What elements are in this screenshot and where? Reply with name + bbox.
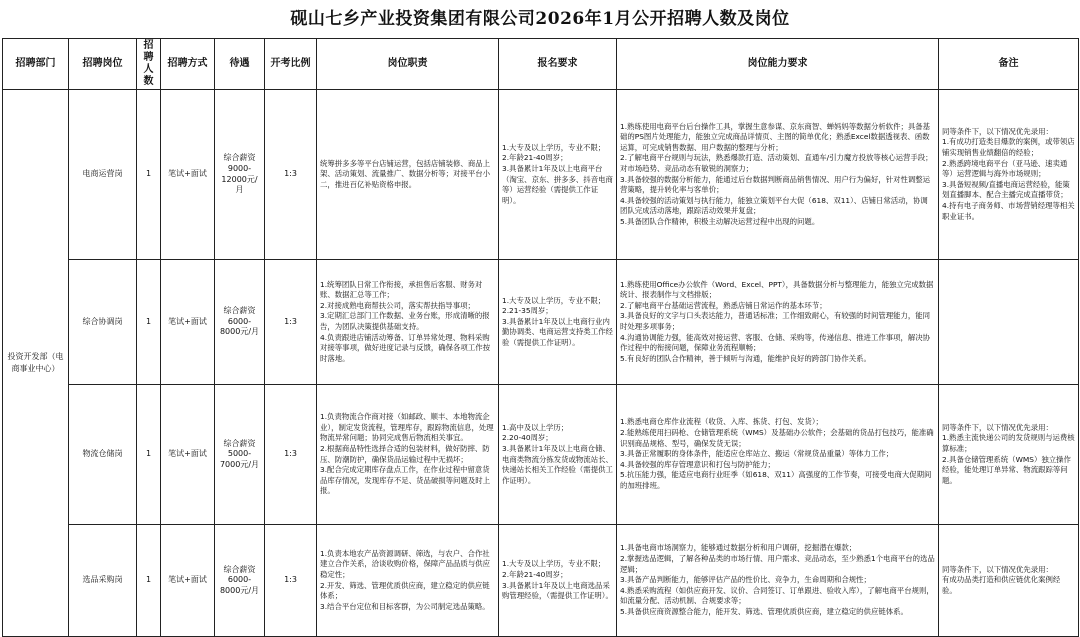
ability-line: 4.具备较强的库存管理意识和打包与防护能力； <box>620 459 775 469</box>
remark-line: 同等条件下，以下情况优先录用： <box>942 564 1053 574</box>
table-row <box>3 260 1079 385</box>
duty-line: 4.负责跟进店铺活动筹备、订单异常处理、物料采购对接等事项，做好进度记录与反馈，确保各项工作按时落地。 <box>320 332 490 363</box>
ability-line: 1.熟练使用Office办公软件（Word、Excel、PPT），具备数据分析与整理能力，能独立完成数据统计、报表制作与文档排版； <box>620 279 934 300</box>
table-row <box>3 385 1079 525</box>
remark-line: 2.熟悉跨境电商平台（亚马逊、速卖通等）运营逻辑与海外市场规则； <box>942 158 1068 179</box>
duty-line: 2.开发、筛选、管理优质供应商，建立稳定的供应链体系； <box>320 580 490 601</box>
abilities-cell <box>617 525 939 637</box>
header-department: 招聘部门 <box>3 39 69 90</box>
remark-line: 4.持有电子商务师、市场营销经理等相关职业证书。 <box>942 200 1075 221</box>
abilities-cell <box>617 385 939 525</box>
requirements-cell <box>499 525 617 637</box>
remark-line: 3.具备短视频/直播电商运营经验，能策划直播脚本、配合主播完成直播带货； <box>942 179 1070 200</box>
post-cell: 综合协调岗 <box>69 260 137 385</box>
method-cell: 笔试+面试 <box>161 260 215 385</box>
requirement-line: 3.具备累计1年及以上电商平台（淘宝、京东、拼多多、抖音电商等）运营经验（需提供工作证明）。 <box>502 163 613 205</box>
pay-cell: 综合薪资6000-8000元/月 <box>215 260 265 385</box>
duty-line: 3.配合完成定期库存盘点工作，在作业过程中留意货品库存情况，发现库存不足、货品破损等问题及时上报。 <box>320 465 490 496</box>
remark-line: 有成功品类打造和供应链优化案例经验。 <box>942 575 1061 595</box>
duty-line: 2.根据商品特性选择合适的包装材料，做好防摔、防压、防潮防护，确保货品运输过程中无损坏； <box>320 443 490 464</box>
ability-line: 1.具备电商市场洞察力，能够通过数据分析和用户调研，挖掘潜在爆款； <box>620 543 857 553</box>
duty-line: 1.负责本地农产品资源调研、筛选，与农户、合作社建立合作关系，洽谈收购价格，保障产品品质与供应稳定性； <box>320 548 490 579</box>
header-ratio: 开考比例 <box>265 39 317 90</box>
ratio-cell: 1:3 <box>265 385 317 525</box>
pay-cell: 综合薪资9000-12000元/月 <box>215 90 265 260</box>
remarks-cell <box>939 260 1079 385</box>
method-cell: 笔试+面试 <box>161 90 215 260</box>
ability-line: 1.熟悉电商仓库作业流程（收货、入库、拣货、打包、发货）； <box>620 417 823 427</box>
duty-line: 1.负责物流合作商对接（如邮政、顺丰、本地物流企业），制定发货流程，管理库存，跟踪物流信息，处理物流异常问题；协同完成售后物流相关事宜。 <box>320 412 494 443</box>
ability-line: 1.熟练使用电商平台后台操作工具，掌握生意参谋、京东商智、蝉妈妈等数据分析软件；具备基础的PS图片处理能力，能独立完成商品详情页、主图的简单优化；熟悉Excel数据透视表、函数运算，可完成销售数据、用户数据的整理与分析； <box>620 121 931 152</box>
duties-cell <box>317 525 499 637</box>
method-cell: 笔试+面试 <box>161 385 215 525</box>
ability-line: 4.熟悉采购流程（如供应商开发、议价、合同签订、订单跟进、验收入库），了解电商平台规则，如流量分配、活动机制、合规要求等； <box>620 585 934 606</box>
requirement-line: 1.高中及以上学历； <box>502 422 569 432</box>
ability-line: 4.具备较强的活动策划与执行能力，能独立策划平台大促（618、双11）、店铺日常活动，协调团队完成活动落地，跟踪活动效果并复盘； <box>620 195 928 216</box>
requirement-line: 3.具备累计1年及以上电商行业内勤协调类、电商运营支持类工作经验（需提供工作证明）。 <box>502 316 613 347</box>
duty-line: 3.定期汇总部门工作数据、业务台账，形成清晰的报告，为团队决策提供基础支持。 <box>320 311 490 331</box>
remarks-cell <box>939 385 1079 525</box>
count-cell: 1 <box>137 525 161 637</box>
header-remarks: 备注 <box>939 39 1079 90</box>
remark-line: 1.熟悉主流快递公司的发货规则与运费核算标准； <box>942 433 1075 453</box>
table-row <box>3 90 1079 260</box>
ratio-cell: 1:3 <box>265 90 317 260</box>
ability-line: 3.具备正常履职的身体条件，能适应仓库站立、搬运（常规货品重量）等体力工作； <box>620 449 894 459</box>
requirement-line: 3.具备累计1年及以上电商仓储、电商类物流分拣发货或物流站长、快递站长相关工作经验（需提供工作证明）。 <box>502 443 613 485</box>
requirements-cell <box>499 385 617 525</box>
requirement-line: 1.大专及以上学历，专业不限； <box>502 142 606 152</box>
header-post: 招聘岗位 <box>69 39 137 90</box>
duty-line: 3.结合平台定位和目标客群，为公司制定选品策略。 <box>320 601 490 611</box>
header-requirements: 报名要求 <box>499 39 617 90</box>
requirement-line: 2.年龄21-40周岁； <box>502 569 568 579</box>
department-cell: 投资开发部（电商事业中心） <box>3 90 69 637</box>
requirements-cell <box>499 90 617 260</box>
duties-cell <box>317 90 499 260</box>
abilities-cell <box>617 260 939 385</box>
method-cell: 笔试+面试 <box>161 525 215 637</box>
ability-line: 2.掌握选品逻辑，了解各种品类的市场行情、用户需求、竞品动态，至少熟悉1个电商平台的选品逻辑； <box>620 554 935 574</box>
ability-line: 5.具备供应商资源整合能力，能开发、筛选、管理优质供应商，建立稳定的供应链体系。 <box>620 606 908 616</box>
recruitment-table <box>2 38 1079 637</box>
ability-line: 5.抗压能力强，能适应电商行业旺季（如618、双11）高强度的工作节奏，可接受电商大促期间的加班排班。 <box>620 470 932 490</box>
pay-cell: 综合薪资5000-7000元/月 <box>215 385 265 525</box>
count-cell: 1 <box>137 260 161 385</box>
remarks-cell <box>939 525 1079 637</box>
ability-line: 5.有良好的团队合作精神，善于倾听与沟通，能维护良好的跨部门协作关系。 <box>620 353 871 363</box>
header-abilities: 岗位能力要求 <box>617 39 939 90</box>
table-row <box>3 525 1079 637</box>
ability-line: 3.具备较强的数据分析能力，能通过后台数据判断商品销售情况、用户行为偏好，针对性调整运营策略，提升转化率与客单价； <box>620 174 931 195</box>
ability-line: 3.具备良好的文字与口头表达能力，普通话标准；工作细致耐心，有较强的时间管理能力，能同时处理多项事务； <box>620 311 931 331</box>
page-title: 砚山七乡产业投资集团有限公司2026年1月公开招聘人数及岗位 <box>290 9 790 29</box>
duty-line: 1.统筹团队日常工作衔接，承担售后客服、财务对账、数据汇总等工作； <box>320 279 483 300</box>
duties-cell <box>317 260 499 385</box>
post-cell: 电商运营岗 <box>69 90 137 260</box>
remark-line: 同等条件下，以下情况优先录用： <box>942 126 1053 136</box>
requirement-line: 1.大专及以上学历，专业不限； <box>502 295 606 305</box>
ability-line: 5.具备团队合作精神，积极主动解决运营过程中出现的问题。 <box>620 216 820 226</box>
abilities-cell <box>617 90 939 260</box>
header-row <box>3 39 1079 90</box>
ability-line: 2.能熟练使用扫码枪、仓储管理系统（WMS）及基础办公软件；会基础的货品打包技巧，能准确识别商品规格、型号，确保发货无误； <box>620 428 934 448</box>
ability-line: 4.沟通协调能力强，能高效对接运营、客服、仓储、采购等，传递信息、推进工作事项，解决协作过程中的衔接问题，保障业务流程顺畅； <box>620 332 931 353</box>
remark-line: 2.具备仓储管理系统（WMS）独立操作经验，能处理订单异常、物流跟踪等问题。 <box>942 454 1071 485</box>
post-cell: 选品采购岗 <box>69 525 137 637</box>
remark-line: 同等条件下，以下情况优先录用： <box>942 422 1053 432</box>
ratio-cell: 1:3 <box>265 525 317 637</box>
duty-line: 统筹拼多多等平台店铺运营，包括店铺装修、商品上架、活动策划、流量推广、数据分析等；对接平台小二，推进百亿补贴资格申报。 <box>320 158 490 189</box>
post-cell: 物流仓储岗 <box>69 385 137 525</box>
requirement-line: 1.大专及以上学历，专业不限； <box>502 559 606 569</box>
count-cell: 1 <box>137 90 161 260</box>
requirement-line: 2.年龄21-40周岁； <box>502 153 568 163</box>
header-pay: 待遇 <box>215 39 265 90</box>
remark-line: 1.有成功打造类目爆款的案例，或带领店铺实现销售业绩翻倍的经验； <box>942 137 1075 158</box>
ability-line: 2.了解电商平台基础运营流程，熟悉店铺日常运作的基本环节； <box>620 300 827 310</box>
requirement-line: 2.20-40周岁； <box>502 433 553 443</box>
requirement-line: 3.具备累计1年及以上电商选品采购管理经验，（需提供工作证明）。 <box>502 580 613 601</box>
header-count: 招聘人数 <box>137 39 161 90</box>
duties-cell <box>317 385 499 525</box>
count-cell: 1 <box>137 385 161 525</box>
duty-line: 2.对接成熟电商帮扶公司，落实帮扶指导事项； <box>320 300 475 310</box>
requirements-cell <box>499 260 617 385</box>
header-method: 招聘方式 <box>161 39 215 90</box>
ratio-cell: 1:3 <box>265 260 317 385</box>
header-duties: 岗位职责 <box>317 39 499 90</box>
pay-cell: 综合薪资6000-8000元/月 <box>215 525 265 637</box>
remarks-cell <box>939 90 1079 260</box>
ability-line: 3.具备产品判断能力，能够评估产品的性价比、竞争力，生命周期和合规性； <box>620 575 871 585</box>
requirement-line: 2.21-35周岁； <box>502 306 553 316</box>
ability-line: 2.了解电商平台规则与玩法，熟悉爆款打造、活动策划、直通车/引力魔方投放等核心运营手段；对市场趋势、竞品动态有敏锐的洞察力； <box>620 153 933 173</box>
